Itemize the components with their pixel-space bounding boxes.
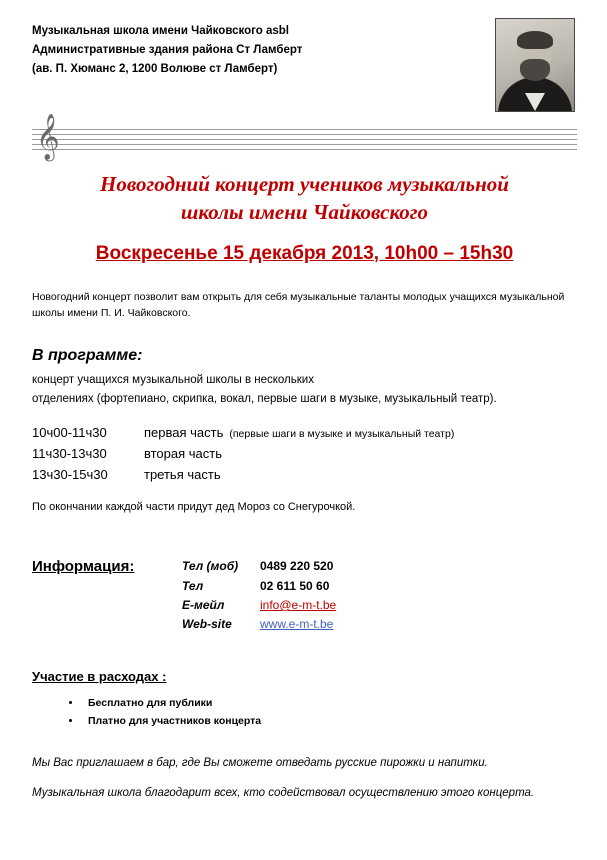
page-title-line-2: школы имени Чайковского: [180, 200, 429, 225]
schedule-row: [32, 464, 577, 485]
schedule-part: вторая часть: [144, 446, 222, 462]
contact-info-title: Информация:: [32, 558, 135, 576]
page-title: [32, 170, 577, 227]
schedule-row: [32, 443, 577, 464]
contact-value: 0489 220 520: [260, 559, 334, 574]
address-line-1: Административные здания района Ст Ламберт: [32, 43, 303, 56]
staff-line: [32, 149, 577, 150]
school-name: Музыкальная школа имени Чайковского asbl: [32, 25, 289, 37]
schedule-list: [32, 422, 577, 485]
program-description-line-2: отделениях (фортепиано, скрипка, вокал, первые шаги в музыке, музыкальный театр).: [32, 392, 497, 405]
staff-line: [32, 139, 577, 140]
header: [32, 18, 577, 112]
contact-label: Web-site: [182, 617, 232, 632]
staff-line: [32, 129, 577, 130]
event-date-subtitle: Воскресенье 15 декабря 2013, 10h00 – 15h30: [95, 242, 514, 264]
staff-line: [32, 144, 577, 145]
program-heading: В программе:: [32, 347, 143, 365]
contact-label: Тел: [182, 578, 204, 593]
treble-clef-icon: 𝄞: [36, 114, 60, 160]
contact-label: E-мейл: [182, 598, 225, 613]
tchaikovsky-portrait-image: [495, 18, 575, 112]
musical-staff-divider: [32, 114, 577, 160]
header-address-block: [32, 18, 302, 79]
schedule-part: третья часть: [144, 467, 221, 483]
list-item: • Платно для участников концерта: [82, 712, 577, 730]
schedule-note: (первые шаги в музыке и музыкальный театр): [229, 428, 455, 440]
website-link[interactable]: www.e-m-t.be: [260, 617, 334, 632]
contact-row: [182, 557, 336, 576]
contact-row: [182, 615, 336, 634]
staff-line: [32, 134, 577, 135]
schedule-part: первая часть: [144, 425, 224, 440]
schedule-time: 11ч30-13ч30: [32, 446, 107, 462]
contact-value: 02 611 50 60: [260, 578, 330, 593]
footer-note-bar: Мы Вас приглашаем в бар, где Вы сможете отведать русские пирожки и напитки.: [32, 756, 488, 769]
list-item: • Бесплатно для публики: [82, 694, 577, 712]
staff-lines: [32, 129, 577, 149]
schedule-time: 10ч00-11ч30: [32, 425, 107, 440]
participation-list: [32, 694, 577, 731]
address-line-2: (ав. П. Хюманс 2, 1200 Волюве ст Ламберт): [32, 62, 278, 75]
email-link[interactable]: info@e-m-t.be: [260, 598, 337, 613]
footer-note-thanks: Музыкальная школа благодарит всех, кто содействовал осуществлению этого концерта.: [32, 786, 535, 799]
program-description-line-1: концерт учащихся музыкальной школы в нескольких: [32, 374, 314, 387]
portrait-hair: [517, 31, 553, 49]
portrait-beard: [520, 59, 550, 81]
page-title-line-1: Новогодний концерт учеников музыкальной: [100, 172, 509, 196]
contact-label: Тел (моб): [182, 559, 239, 574]
contact-info-block: [32, 557, 577, 635]
participation-title: Участие в расходах :: [32, 668, 167, 684]
contact-info-table: [182, 557, 336, 635]
intro-paragraph: Новогодний концерт позволит вам открыть для себя музыкальные таланты молодых учащихся музыкальной школы имени П. И. Чайковского.: [32, 290, 565, 319]
program-description: [32, 371, 552, 408]
schedule-time: 13ч30-15ч30: [32, 467, 108, 483]
contact-row: [182, 577, 336, 596]
schedule-row: [32, 422, 577, 443]
program-after-note: По окончании каждой части придут дед Мороз со Снегурочкой.: [32, 501, 356, 514]
contact-row: [182, 596, 336, 615]
